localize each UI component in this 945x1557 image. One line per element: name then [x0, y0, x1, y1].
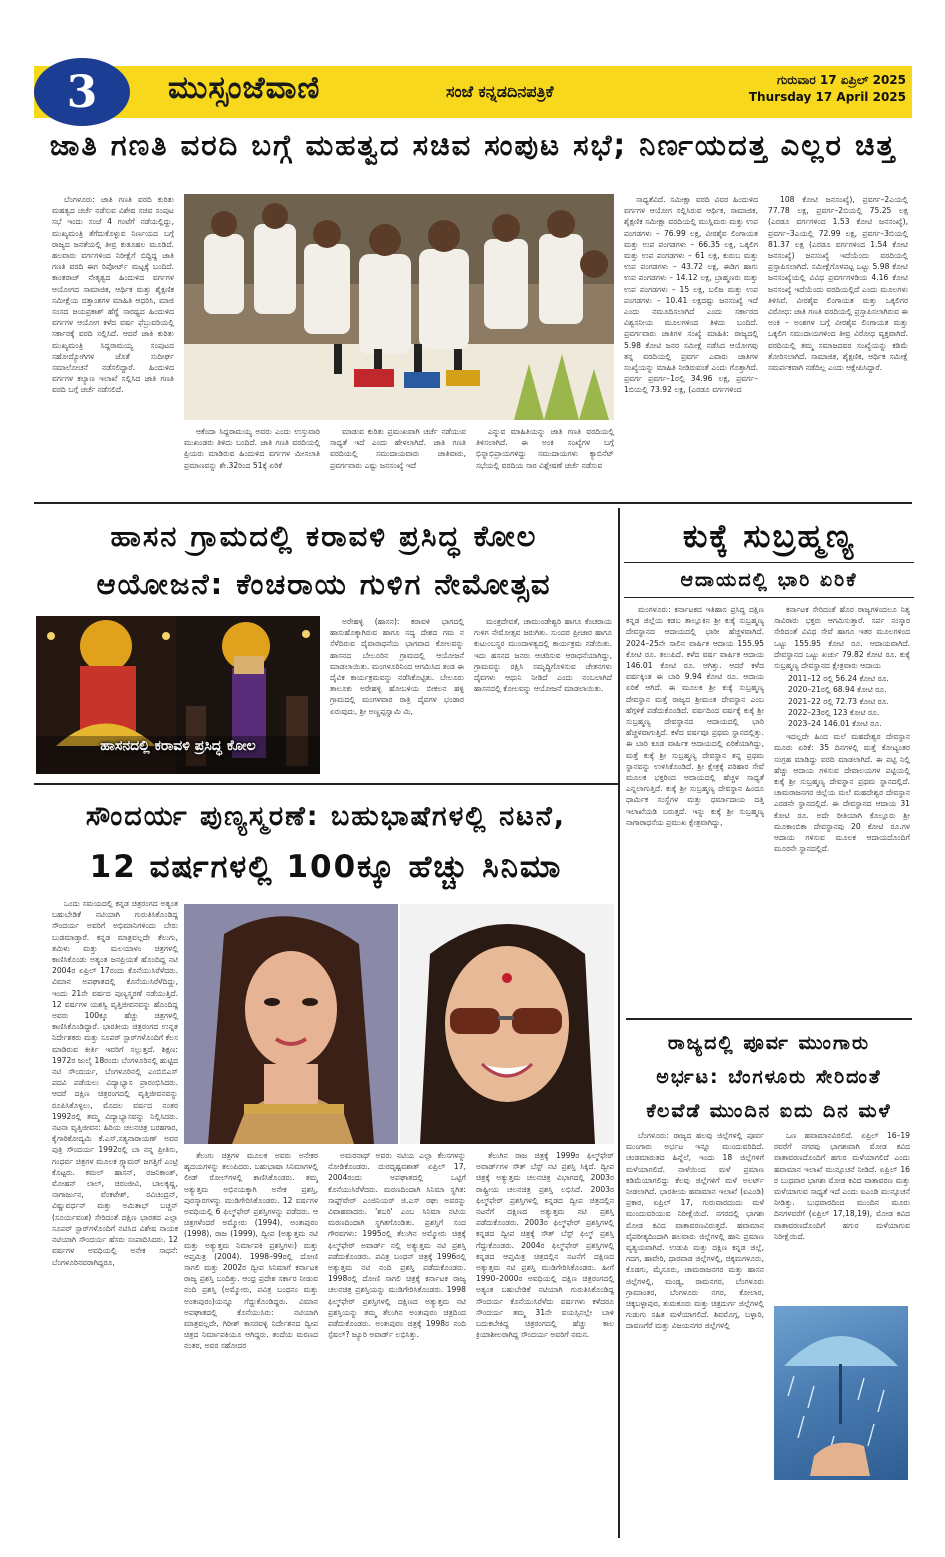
newspaper-logo [168, 70, 320, 107]
income-list-item: 2023–24 146.01 ಕೋಟಿ ರೂ. [788, 719, 882, 729]
story1-below2-text: ಮಾಡುವ ಕುರಿತು ಪ್ರಮುಖವಾಗಿ ಚರ್ಚೆ ನಡೆಯುವ ಸಾಧ್ಯತೆ ಇದೆ ಎಂದು ಹೇಳಲಾಗಿದೆ. ಜಾತಿ ಗಣತಿ ವರದಿಯಲ್ಲಿ ಸಮುದಾಯವಾರು ಜಾತಿವಾರು, ಪ್ರವರ್ಗವಾರು ಎಷ್ಟು ಜನಸಂಖ್ಯೆ ಇದೆ [330, 427, 466, 470]
soundarya-headline-line-1: ಸೌಂದರ್ಯ ಪುಣ್ಯಸ್ಮರಣೆ: ಬಹುಭಾಷೆಗಳಲ್ಲಿ ನಟನೆ, [85, 801, 567, 832]
story1-col1-text: ಬೆಂಗಳೂರು: ಜಾತಿ ಗಣತಿ ವರದಿ ಕುರಿತು ಮಹತ್ವದ ಚರ್ಚೆ ನಡೆಸುವ ವಿಶೇಷ ಸಚಿವ ಸಂಪುಟ ಸಭೆ ಇಂದು ಸಂಜೆ 4 ಗಂಟೆಗೆ ನಡೆಯಲ್ಲಿದ್ದು, ಮುಖ್ಯಮಂತ್ರಿ ತೆಗೆದುಕೊಳ್ಳುವ ನಿರ್ಣಯದ ಬಗ್ಗೆ ರಾಜ್ಯದ ಜನತೆಯಲ್ಲಿ ತೀವ್ರ ಕುತೂಹಲ ಮೂಡಿದೆ. ಹಲವಾರು ವರ್ಗಗಳಿಂದ ನಿರೀಕ್ಷೆಗೆ ಬಿದ್ದಿದ್ದ ಜಾತಿ ಗಣತಿ ವರದಿ ಈಗ ರಿಪೋರ್ಟ್ ಮಟ್ಟಕ್ಕೆ ಬಂದಿದೆ. ಕಾಂತರಾಜ್ ನೇತೃತ್ವದ ಹಿಂದುಳಿದ ವರ್ಗಗಳ ಆಯೋಗದ ಸಾಮಾಜಿಕ, ಆರ್ಥಿಕ ಮತ್ತು ಶೈಕ್ಷಣಿಕ ಸಮೀಕ್ಷೆಯ ದತ್ತಾಂಶಗಳ ಮಾಹಿತಿ ಆಧರಿಸಿ, ಮಾಜಿ ಸಂಸದ ಜಯಪ್ರಕಾಶ್ ಹೆಗ್ಡೆ ಸಾರಥ್ಯದ ಹಿಂದುಳಿದ ವರ್ಗಗಳ ಆಯೋಗ ಕಳೆದ ವರ್ಷ ಫೆಬ್ರುವರಿಯಲ್ಲಿ ಸರ್ಕಾರಕ್ಕೆ ವರದಿ ಸಲ್ಲಿಸಿದೆ. ಆದರೆ ಜಾತಿ ಕುರಿತು ಮುಖ್ಯಮಂತ್ರಿ ಸಿದ್ದರಾಮಯ್ಯ ಸಂಪುಟದ ಸಹೋದ್ಯೋಗಿಗಳ ಜೊತೆ ಸುದೀರ್ಘ ಸಮಾಲೋಚನೆ ನಡೆಸಲಿದ್ದಾರೆ. ಹಿಂದುಳಿದ ವರ್ಗಗಳ ಕಲ್ಯಾಣ ಇಲಾಖೆ ಸಲ್ಲಿಸಿದ ಜಾತಿ ಗಣತಿ ವರದಿ ಬಗ್ಗೆ ಚರ್ಚೆ ನಡೆಸಲಿದೆ. [52, 195, 174, 395]
soundarya-photo-2 [400, 904, 614, 1144]
story1-below-photo-col-3 [476, 426, 614, 498]
kola-headline [34, 512, 614, 608]
rain-photo [774, 1306, 908, 1480]
rain-column-1 [626, 1130, 764, 1540]
rain-col2-text: ಒಣ ಹವಾಮಾನವಿರಲಿದೆ. ಏಪ್ರಿಲ್ 16–19 ರವರೆಗೆ ನಗರವು ಭಾಗಶಃವಾಗಿ ಮೋಡ ಕವಿದ ವಾತಾವರಣದೊಂದಿಗೆ ಹಗುರ ಮಳೆಯಾಗಲಿದೆ ಎಂದು ಹವಾಮಾನ ಇಲಾಖೆ ಮುನ್ಸೂಚನೆ ನೀಡಿದೆ. ಏಪ್ರಿಲ್ 16 ರ ಬುಧವಾರ ಭಾಗಶಃ ಮೋಡ ಕವಿದ ವಾತಾವರಣ ಮತ್ತು ಮಳೆಯಾಗುವ ಸಾಧ್ಯತೆ ಇದೆ ಎಂದು ಐಎಂಡಿ ಮುನ್ಸೂಚನೆ ನೀಡಿತ್ತು. ಬುಧವಾರದಿಂದ ಮುಂದಿನ ಮೂರು ದಿನಗಳವರೆಗೆ (ಏಪ್ರಿಲ್ 17,18,19), ಮೋಡ ಕವಿದ ವಾತಾವರಣದೊಂದಿಗೆ ಹಗುರ ಮಳೆಯಾಗುವ ನಿರೀಕ್ಷೆಯಿದೆ. [774, 1131, 910, 1241]
column-divider [618, 508, 620, 1538]
page-number-badge: 3 [34, 58, 130, 126]
kola-col1-text: ಅರೇಹಳ್ಳಿ (ಹಾಸನ): ಕರಾವಳಿ ಭಾಗದಲ್ಲಿ ಹಾಸುಹೊಕ್ಕಾಗಿರುವ ಹಾಗೂ ಸದ್ಯ ದೇಶದ ಗಮ ನ ಸೆಳೆದಿರುವ ದೈವಾರಾಧನೆಯ ಭಾಗವಾದ ಕೋಲವನ್ನು ಹಾಸನದ ಬೇಲೂರಿನ ಗ್ರಾಮದಲ್ಲಿ ಆಯೋಜನೆ ಮಾಡಲಾಯಿತು. ಮಂಗಳೂರಿನಿಂದ ಆಗಮಿಸಿದ ತಂಡ ಈ ದೈವಿಕ ಕಾರ್ಯಕ್ರಮವನ್ನು ನಡೆಸಿಕೊಟ್ಟಿತು. ಬೇಲೂರು ತಾಲೂಕು ಅರೇಹಳ್ಳಿ ಹೋಬಳಿಯ ಬೀಕಲನ ಹಳ್ಳಿ ಗ್ರಾಮದಲ್ಲಿ ಮಂಗಳವಾರ ರಾತ್ರಿ ದೈವಗಳ ಭಂಡಾರ ಏರುವುದು, ಶ್ರೀ ಅಣ್ಣಪ್ಪಸ್ವಾಮಿ ಮಿ, [330, 617, 464, 716]
kukke-col2b-text: ಇದಲ್ಲದೇ ಹಿಂದ ಮಲೆ ಮಹದೇಶ್ವರ ದೇವಸ್ಥಾನ ಮೂರು ಏರಿಕೆ: 35 ದಿನಗಳಲ್ಲಿ ಮತ್ತೆ ಕೋಟ್ಯಂತರ ಸಂಗ್ರಹ ಮಾಡಿದ್ದು ವರದಿ ಮಾಡಲಾಗಿದೆ. ಈ ಪಟ್ಟಿ ನಿಲ್ಲಿ ಹೆಚ್ಚು ಆದಾಯ ಗಳಿಸುವ ದೇವಾಲಯಗಳ ಪಟ್ಟಿಯಲ್ಲಿ ಕುಕ್ಕೆ ಶ್ರೀ ಸುಬ್ರಹ್ಮಣ್ಯ ದೇವಸ್ಥಾನ ಪ್ರಥಮ ಸ್ಥಾನದಲ್ಲಿದೆ. ಚಾಮರಾಜನಗರ ಜಿಲ್ಲೆಯ ಮಲೆ ಮಹದೇಶ್ವರ ದೇವಸ್ಥಾನ ಎರಡನೇ ಸ್ಥಾನದಲ್ಲಿದೆ. ಈ ದೇವಸ್ಥಾನದ ಆದಾಯ 31 ಕೋಟಿ ರೂ. ಅದೇ ರೀತಿಯಾಗಿ ಕೊಲ್ಲೂರು ಶ್ರೀ ಮೂಕಾಂಬಿಕಾ ದೇವಸ್ಥಾನವು 20 ಕೋಟಿ ರೂ.ಗಳ ಆದಾಯ ಗಳಿಸುವ ಮೂಲಕ ಆದಾಯದೊಂದಿಗೆ ಮೂರನೇ ಸ್ಥಾನದಲ್ಲಿದೆ. [774, 732, 910, 854]
soundarya-headline [34, 792, 618, 892]
soundarya-column-1 [52, 898, 178, 1540]
cabinet-meeting-photo [184, 194, 614, 420]
story1-below3-text: ಎನ್ನುವ ಮಾಹಿತಿಯನ್ನು ಜಾತಿ ಗಣತಿ ವರದಿಯಲ್ಲಿ ತಿಳಿಸಲಾಗಿದೆ. ಈ ಅಂಕಿ ಸಂಖ್ಯೆಗಳ ಬಗ್ಗೆ ಭಿನ್ನಾಭಿಪ್ರಾಯಗಳಿದ್ದು ಸಮುದಾಯಗಳು ಕ್ಯಾಬಿನೆಟ್ ಸಭೆಯಲ್ಲಿ ವರದಿಯ ಸಾರ ವಿಶ್ಲೇಷಣೆ ಚರ್ಚೆ ನಡೆಸುವ [476, 427, 614, 470]
newspaper-tagline: ಸಂಜೆ ಕನ್ನಡದಿನಪತ್ರಿಕೆ [446, 82, 554, 101]
lead-headline: ಜಾತಿ ಗಣತಿ ವರದಿ ಬಗ್ಗೆ ಮಹತ್ವದ ಸಚಿವ ಸಂಪುಟ ಸಭೆ; ನಿರ್ಣಯದತ್ತ ಎಲ್ಲರ ಚಿತ್ತ [49, 128, 897, 162]
kukke-col2-text: ಕರ್ನಾಟಕ ಸೇರಿದಂತೆ ಹೊರ ರಾಜ್ಯಗಳಿಂದಲೂ ನಿತ್ಯ ಸಾವಿರಾರು ಭಕ್ತರು ಆಗಮಿಸುತ್ತಾರೆ. ಸರ್ಪ ಸಂಸ್ಕಾರ ಸೇರಿದಂತೆ ವಿವಿಧ ಸೇವೆ ಹಾಗೂ ಇತರ ಮೂಲಗಳಿಂದ ಒಟ್ಟು 155.95 ಕೋಟಿ ರೂ. ಆದಾಯವಾಗಿದೆ. ದೇವಸ್ಥಾನದ ಒಟ್ಟು ಖರ್ಚು 79.82 ಕೋಟಿ ರೂ. ಕುಕ್ಕೆ ಸುಬ್ರಹ್ಮಣ್ಯ ದೇವಸ್ಥಾನದ ಕ್ಷೇತ್ರವಾರು ಆದಾಯ [774, 605, 910, 671]
kola-headline-line-1: ಹಾಸನ ಗ್ರಾಮದಲ್ಲಿ ಕರಾವಳಿ ಪ್ರಸಿದ್ಧ ಕೋಲ [110, 519, 538, 553]
soundarya-col1-text: ಒಂದು ಸಮಯದಲ್ಲಿ ಕನ್ನಡ ಚಿತ್ರರಂಗದ ಅತ್ಯಂತ ಬಹುಬೇಡಿಕೆ ನಟಿಯಾಗಿ ಗುರುತಿಸಿಕೊಂಡಿದ್ದ ಸೌಂದರ್ಯ ಅವರಿಗೆ ಅಭಿಮಾನಿಗಳಿಂದು ಬೇರು ಬುಡಮಾಡ್ತಾರೆ. ಕನ್ನಡ ಮಾತ್ರವಲ್ಲದೇ ತೆಲುಗು, ತಮಿಳು ಮತ್ತು ಮಲಯಾಳಂ ಚಿತ್ರಗಳಲ್ಲಿ ಕಾಣಿಸಿಕೊಂಡು ಅತ್ಯಂತ ಜನಪ್ರಿಯತೆ ಹೊಂದಿದ್ದ ನಟಿ 2004ರ ಏಪ್ರಿಲ್ 17ರಂದು ಕೊನೆಯುಸಿರೆಳೆದರು. ವಿಮಾನ ಅಪಘಾತದಲ್ಲಿ ಕೊನೆಯುಸಿರೆಳೆದಿದ್ದು, ಇಂದು 21ನೇ ವರ್ಷದ ಪುಣ್ಯಸ್ಮರಣೆ ನಡೆಯುತ್ತಿದೆ. 12 ವರ್ಷಗಳ ಯಶಸ್ವಿ ವೃತ್ತಿಜೀವನವನ್ನು ಹೊಂದಿದ್ದ ಅವರು 100ಕ್ಕೂ ಹೆಚ್ಚು ಚಿತ್ರಗಳಲ್ಲಿ ಕಾಣಿಸಿಕೊಂಡಿದ್ದಾರೆ. ಭಾರತೀಯ ಚಿತ್ರರಂಗದ ಉನ್ನತ ನಿರ್ದೇಶಕರು ಮತ್ತು ಸೂಪರ್ ಸ್ಟಾರ್‌ಗಳೊಂದಿಗೆ ಕೆಲಸ ಮಾಡಿರುವ ಕೀರ್ತಿ ಇವರಿಗೆ ಸಲ್ಲುತ್ತದೆ. ಶಿಕ್ಷಣ: 1972ರ ಜುಲೈ 18ರಂದು ಬೆಂಗಳೂರಿನಲ್ಲಿ ಹುಟ್ಟಿದ ನಟಿ ಸೌಂದರ್ಯ, ಬೆಂಗಳೂರಿನಲ್ಲಿ ಎಂಬಿಬಿಎಸ್ ಪದವಿ ಪಡೆಯಲು ವಿದ್ಯಾಭ್ಯಾಸ ಪ್ರಾರಂಭಿಸಿದರು. ಆದರೆ ದಕ್ಷಿಣ ಚಿತ್ರರಂಗದಲ್ಲಿ ವೃತ್ತಿಜೀವನವನ್ನು ರೂಪಿಸಿಕೊಳ್ಳಲು, ಮೊದಲ ವರ್ಷದ ನಂತರ 1992ರಲ್ಲಿ ತಮ್ಮ ವಿದ್ಯಾಭ್ಯಾಸವನ್ನು ನಿಲ್ಲಿಸಿದರು. ನಟನಾ ವೃತ್ತಿಜೀವನ: ಹಿರಿಯ ಚಲನಚಿತ್ರ ಬರಹಗಾರ, ಕೈಗಾರಿಕೋದ್ಯಮಿ ಕೆ.ಎಸ್.ಸತ್ಯನಾರಾಯಣ್ ಅವರ ಪುತ್ರಿ ಸೌಂದರ್ಯ 1992ರಲ್ಲಿ ಬಾ ನನ್ನ ಪ್ರೀತಿಸು, ಗಂಧರ್ವ ಚಿತ್ರಗಳ ಮೂಲಕ ಗ್ಲ್ಯಾಮರ್ ಜಗತ್ತಿಗೆ ಎಂಟ್ರಿ ಕೊಟ್ಟರು. ಕಮಲ್ ಹಾಸನ್, ರಜನಿಕಾಂತ್, ಮೋಹನ್ ಲಾಲ್, ಚಿರಂಜೀವಿ, ಬಾಲಕೃಷ್ಣ, ನಾಗಾರ್ಜುನ, ವೆಂಕಟೇಶ್, ರವಿಚಂದ್ರನ್, ವಿಷ್ಣುವರ್ಧನ್ ಮತ್ತು ಅಮಿತಾಭ್ ಬಚ್ಚನ್ (ಸೂರ್ಯವಂಶ) ಸೇರಿದಂತೆ ದಕ್ಷಿಣ ಭಾರತದ ಎಲ್ಲಾ ಸೂಪರ್ ಸ್ಟಾರ್‌ಗಳೊಂದಿಗೆ ನಟಿಸಿದ ವಿಶೇಷ ನಾಯಕ ನಟಿಯಾಗಿ ಸೌಂದರ್ಯ ಹೆಸರು ಸಂಪಾದಿಸಿದರು. 12 ವರ್ಷಗಳ ಅವಧಿಯಲ್ಲಿ ಅನೇಕ ಸಾಧನೆ: ಬೆಂಗಳೂರಿನವರಾಗಿದ್ದರೂ, [52, 899, 178, 1267]
story1-col4-text: 108 ಕೋಟಿ ಜನಸಂಖ್ಯೆ), ಪ್ರವರ್ಗ–2ಎಯಲ್ಲಿ 77.78 ಲಕ್ಷ, ಪ್ರವರ್ಗ–2ಬಿಯಲ್ಲಿ 75.25 ಲಕ್ಷ (ಎರಡೂ ವರ್ಗಗಳಿಂದ 1.53 ಕೋಟಿ ಜನಸಂಖ್ಯೆ), ಪ್ರವರ್ಗ–3ಎಯಲ್ಲಿ 72.99 ಲಕ್ಷ, ಪ್ರವರ್ಗ–3ಬಿಯಲ್ಲಿ 81.37 ಲಕ್ಷ (ಎರಡೂ ವರ್ಗಗಳಿಂದ 1.54 ಕೋಟಿ ಜನಸಂಖ್ಯೆ) ಜನಸಂಖ್ಯೆ ಇದೆಯೆಂದು ವರದಿಯಲ್ಲಿ ಪ್ರಸ್ತಾಪಿಸಲಾಗಿದೆ. ಸಮೀಕ್ಷೆಗೊಳಪಟ್ಟ ಒಟ್ಟು 5.98 ಕೋಟಿ ಜನಸಂಖ್ಯೆಯಲ್ಲಿ ವಿವಿಧ ಪ್ರವರ್ಗಗಳಡಿಯ 4.16 ಕೋಟಿ ಜನಸಂಖ್ಯೆ ಇದೆಯೆಂದು ವರದಿಯಲ್ಲಿದೆ ಎಂದು ಮೂಲಗಳು ತಿಳಿಸಿವೆ. ವೀರಶೈವ ಲಿಂಗಾಯತ ಮತ್ತು ಒಕ್ಕಲಿಗರ ವಿರೋಧ: ಜಾತಿ ಗಣತಿ ವರದಿಯಲ್ಲಿ ಪ್ರಸ್ತಾಪಿಸಲಾಗಿರುವ ಈ ಅಂಕಿ – ಅಂಶಗಳ ಬಗ್ಗೆ ವೀರಶೈವ ಲಿಂಗಾಯತ ಮತ್ತು ಒಕ್ಕಲಿಗ ಸಮುದಾಯಗಳಿಂದ ತೀವ್ರ ವಿರೋಧ ವ್ಯಕ್ತವಾಗಿದೆ. ವರದಿಯಲ್ಲಿ ತಮ್ಮ ಸಮಾಜದವರ ಸಂಖ್ಯೆಯನ್ನು ಕಡಿಮೆ ತೋರಿಸಲಾಗಿದೆ. ಸಾಮಾಜಿಕ, ಶೈಕ್ಷಣಿಕ, ಆರ್ಥಿಕ ಸಮೀಕ್ಷೆ ಸಮರ್ಪಕವಾಗಿ ನಡೆದಿಲ್ಲ ಎಂದು ಆಕ್ಷೇಪಿಸಿದ್ದಾರೆ. [768, 195, 908, 373]
kola-headline-line-2: ಆಯೋಜನೆ: ಕೆಂಚರಾಯ ಗುಳಿಗ ನೇಮೋತ್ಸವ [96, 567, 552, 601]
rain-headline-line-3: ಕೆಲವೆಡೆ ಮುಂದಿನ ಐದು ದಿನ ಮಳೆ [646, 1100, 892, 1122]
kukke-column-1 [626, 604, 764, 1014]
rain-headline [624, 1026, 914, 1128]
kola-festival-photo [36, 616, 320, 774]
logo-text: ಮುಸ್ಸಂಜೆವಾಣಿ [168, 70, 321, 106]
story1-col3-text: ಸಾಧ್ಯತೆವಿದೆ. ಸಮೀಕ್ಷಾ ವರದಿ ವಿವರ ಹಿಂದುಳಿದ ವರ್ಗಗಳ ಆಯೋಗ ಸಲ್ಲಿಸಿರುವ ಆರ್ಥಿಕ, ಸಾಮಾಜಿಕ, ಶೈಕ್ಷಣಿಕ ಸಮೀಕ್ಷಾ ವರದಿಯಲ್ಲಿ ಮುಸ್ಲಿಮರು ಮತ್ತು ಉಪ ಪಂಗಡಗಳು – 76.99 ಲಕ್ಷ, ವೀರಶೈವ ಲಿಂಗಾಯತ ಮತ್ತು ಉಪ ಪಂಗಡಗಳು – 66.35 ಲಕ್ಷ, ಒಕ್ಕಲಿಗ ಮತ್ತು ಉಪ ಪಂಗಡಗಳು – 61 ಲಕ್ಷ, ಕುರುಬ ಮತ್ತು ಉಪ ಪಂಗಡಗಳು – 43.72 ಲಕ್ಷ, ಈಡಿಗ ಹಾಗು ಉಪ ಪಂಗಡಗಳು – 14.12 ಲಕ್ಷ, ಬ್ರಾಹ್ಮಣರು ಮತ್ತು ಉಪ ಪಂಗಡಗಳು – 15 ಲಕ್ಷ, ಬಲಿಜ ಮತ್ತು ಉಪ ಪಂಗಡಗಳು – 10.41 ಲಕ್ಷದಷ್ಟು ಜನಸಂಖ್ಯೆ ಇದೆ ಎಂದು ನಮೂದಿಸಲಾಗಿದೆ ಎಂದು ಸರ್ಕಾರದ ವಿಶ್ವಸನೀಯ ಮೂಲಗಳಿಂದ ತಿಳಿದು ಬಂದಿದೆ. ಪ್ರವರ್ಗವಾರು ಜಾತಿಗಳ ಸಂಖ್ಯೆ ಮಾಹಿತಿ: ರಾಜ್ಯದಲ್ಲಿ 5.98 ಕೋಟಿ ಜನರ ಸಮೀಕ್ಷೆ ನಡೆಸಿದ ಆಯೋಗವು ತನ್ನ ವರದಿಯಲ್ಲಿ ಪ್ರವರ್ಗ ಎವಾರು ಜಾತಿಗಳ ಸಂಖ್ಯೆಯನ್ನು ಮಾಹಿತಿ ನೀಡಿರುವಂತೆ ಎಂದು ಗೊತ್ತಾಗಿದೆ. ಪ್ರವರ್ಗ ಪ್ರವರ್ಗ–1ರಲ್ಲಿ 34.96 ಲಕ್ಷ, ಪ್ರವರ್ಗ–1ಬಿಯಲ್ಲಿ 73.92 ಲಕ್ಷ, (ಎರಡೂ ವರ್ಗಗಳಿಂದ [624, 195, 758, 395]
soundarya-photo-1 [184, 904, 398, 1144]
soundarya-column-2 [184, 1150, 318, 1540]
rain-col1-text: ಬೆಂಗಳೂರು: ರಾಜ್ಯದ ಹಲವು ಜಿಲ್ಲೆಗಳಲ್ಲಿ ಪೂರ್ವ ಮುಂಗಾರು ಅರ್ಭಟ ಇನ್ನೂ ಮುಂದುವರಿದಿದೆ. ಚಂಡಮಾರುತದ ಹಿನ್ನೆಲೆ, ಇಂದು 18 ಜಿಲ್ಲೆಗಳಿಗೆ ಮಳೆಯಾಗಲಿದೆ. ನಾಳೆಯಿಂದ ಮಳೆ ಪ್ರಮಾಣ ಕಡಿಮೆಯಾಗಲಿದ್ದು ಕೆಲವು ಜಿಲ್ಲೆಗಳಿಗೆ ಮಳೆ ಅಲರ್ಟ್ ನೀಡಲಾಗಿದೆ. ಭಾರತೀಯ ಹವಾಮಾನ ಇಲಾಖೆ (ಐಎಂಡಿ) ಪ್ರಕಾರ, ಏಪ್ರಿಲ್ 17, ಗುರುವಾರದಂದು ಮಳೆ ಮುಂದುವರಿಯುವ ನಿರೀಕ್ಷೆಯಿದೆ. ನಗರದಲ್ಲಿ ಭಾಗಶಃ ಮೋಡ ಕವಿದ ವಾತಾವರಣವಿರುತ್ತದೆ. ಹವಾಮಾನ ವೈಪರೀತ್ಯದಿಂದಾಗಿ ಹಲವಾರು ಜಿಲ್ಲೆಗಳಲ್ಲಿ ಹಾನಿ ಪ್ರಮಾಣ ವ್ಯತ್ಯಯವಾಗಿದೆ. ಉಡುಪಿ ಮತ್ತು ದಕ್ಷಿಣ ಕನ್ನಡ ಜಿಲ್ಲೆ, ಗದಗ, ಹಾವೇರಿ, ಧಾರವಾಡ ಜಿಲ್ಲೆಗಳಲ್ಲಿ, ಚಿಕ್ಕಮಗಳೂರು, ಕೊಡಗು, ಮೈಸೂರು, ಚಾಮರಾಜನಗರ ಮತ್ತು ಹಾಸನ ಜಿಲ್ಲೆಗಳಲ್ಲಿ, ಮಂಡ್ಯ, ರಾಮನಗರ, ಬೆಂಗಳೂರು ಗ್ರಾಮಾಂತರ, ಬೆಂಗಳೂರು ನಗರ, ಕೋಲಾರ, ಚಿಕ್ಕಬಳ್ಳಾಪುರ, ತುಮಕೂರು ಮತ್ತು ಚಿತ್ರದುರ್ಗ ಜಿಲ್ಲೆಗಳಲ್ಲಿ ಗುಡುಗು ಸಹಿತ ಮಳೆಯಾಗಲಿದೆ. ಶಿವಮೊಗ್ಗ, ಬಳ್ಳಾರಿ, ದಾವಣಗೆರೆ ಮತ್ತು ವಿಜಯನಗರ ಜಿಲ್ಲೆಗಳಲ್ಲಿ [626, 1131, 764, 1331]
section-divider-3 [626, 1018, 912, 1020]
income-list-item: 2021–22 ರಲ್ಲಿ 72.73 ಕೋಟಿ ರೂ. [788, 696, 889, 706]
soundarya-col3-text: ಅಮರನಾಥ್ ಅವರು ನಟಿಯ ಎಲ್ಲಾ ಕೆಲಸಗಳನ್ನು ನೋಡಿಕೊಂಡರು. ದುರದೃಷ್ಟವಶಾತ್ ಏಪ್ರಿಲ್ 17, 2004ರಂದು ಅಪಘಾತದಲ್ಲಿ ಒಟ್ಟಿಗೆ ಕೊನೆಯುಸಿರೆಳೆದರು. ಮರಣದಿಂದಾಗಿ ಸಿನಿಮಾ ಸ್ಥಗಿತ: ಸಾಫ್ಟ್‌ವೇರ್ ಎಂಜಿನಿಯರ್ ಜಿ.ಎಸ್ ರಘು ಅವರನ್ನು ವಿವಾಹವಾದರು. 'ಶಬರಿ' ಎಂಬ ಸಿನಿಮಾ ನಟಿಯ ಮರಣದಿಂದಾಗಿ ಸ್ಥಗಿತಗೊಂಡಿತು. ಪ್ರಶಸ್ತಿಗೆ ಸಂದ ಗೌರವಗಳು: 1995ರಲ್ಲಿ ತೆಲುಗಿನ ಅಮ್ಮೋರು ಚಿತ್ರಕ್ಕೆ ಫಿಲ್ಮ್‌ಫೇರ್ ಅವಾರ್ಡ್ ನಲ್ಲಿ ಅತ್ಯುತ್ತಮ ನಟಿ ಪ್ರಶಸ್ತಿ ಪಡೆದುಕೊಂಡರು. ಪವಿತ್ರ ಬಂಧನ್ ಚಿತ್ರಕ್ಕೆ 1996ರಲ್ಲಿ ಅತ್ಯುತ್ತಮ ನಟಿ ನಂದಿ ಪ್ರಶಸ್ತಿ ಪಡೆದುಕೊಂಡರು. 1998ರಲ್ಲಿ ದೋಣಿ ಸಾಗಲಿ ಚಿತ್ರಕ್ಕೆ ಕರ್ನಾಟಕ ರಾಜ್ಯ ಚಲನಚಿತ್ರ ಪ್ರಶಸ್ತಿಯನ್ನು ಮುಡಿಗೇರಿಸಿಕೊಂಡರು. 1998 ಫಿಲ್ಮ್‌ಫೇರ್ ಪ್ರಶಸ್ತಿಗಳಲ್ಲಿ ದಕ್ಷಿಣದ ಅತ್ಯುತ್ತಮ ನಟಿ ಪ್ರಶಸ್ತಿಯನ್ನು ತಮ್ಮ ತೆಲುಗಿನ ಅಂತಃಪುರಂ ಚಿತ್ರದಿಂದ ಪಡೆದುಕೊಂಡರು. ಅಂತಃಪುರಂ ಚಿತ್ರಕ್ಕೆ 1998ರ ನಂದಿ ಸ್ಪೆಷಲ್? ಜ್ಯೂರಿ ಅವಾರ್ಡ್ ಲಭಿಸಿತ್ತು. [328, 1151, 466, 1340]
kukke-headline: ಕುಕ್ಕೆ ಸುಬ್ರಹ್ಮಣ್ಯ [682, 517, 856, 555]
rain-headline-line-1: ರಾಜ್ಯದಲ್ಲಿ ಪೂರ್ವ ಮುಂಗಾರು [667, 1032, 871, 1054]
story1-column-4 [768, 194, 908, 498]
soundarya-column-3 [328, 1150, 466, 1540]
section-divider [34, 502, 912, 504]
story1-below1-text: ಆಕೆಂದಾ ಸಿದ್ದರಾಮಯ್ಯ ಅವರು ಎಂದು ಉಸ್ತುವಾರಿ ಮುಖಂಡರು ತಿಳಿದು ಬಂದಿದೆ. ಜಾತಿ ಗಣತಿ ವರದಿಯಲ್ಲಿ ಪ್ರಿಯರು ಮಾಡಿರುವ ಹಿಂದುಳಿದ ವರ್ಗಗಳ ಮೀಸಲಾತಿ ಪ್ರಮಾಣವನ್ನು ಶೇ.32ರಿಂದ 51ಕ್ಕೆ ಏರಿಕೆ [184, 427, 320, 470]
soundarya-column-4 [476, 1150, 614, 1540]
date-kannada: ಗುರುವಾರ 17 ಏಪ್ರಿಲ್ 2025 [776, 73, 906, 87]
income-list-item: 2020–21ರಲ್ಲಿ 68.94 ಕೋಟಿ ರೂ. [788, 685, 887, 695]
soundarya-headline-line-2: 12 ವರ್ಷಗಳಲ್ಲಿ 100ಕ್ಕೂ ಹೆಚ್ಚು ಸಿನಿಮಾ [89, 849, 563, 885]
rain-headline-line-2: ಅರ್ಭಟ: ಬೆಂಗಳೂರು ಸೇರಿದಂತೆ [656, 1066, 882, 1088]
story1-below-photo-col-1 [184, 426, 320, 498]
kukke-column-2 [774, 604, 910, 1014]
story1-below-photo-col-2 [330, 426, 466, 498]
kukke-income-list [774, 673, 910, 729]
kola-photo-caption: ಹಾಸನದಲ್ಲಿ ಕರಾವಳಿ ಪ್ರಸಿದ್ಧ ಕೋಲ [100, 738, 256, 754]
income-list-item: 2022–23ರಲ್ಲಿ 123 ಕೋಟಿ ರೂ. [788, 707, 880, 717]
income-list-item: 2011–12 ರಲ್ಲಿ 56.24 ಕೋಟಿ ರೂ. [788, 674, 889, 684]
soundarya-col2-text: ತೆಲುಗು ಚಿತ್ರಗಳ ಮೂಲಕ ಅವರು ಅನೇಕರ ಹೃದಯಗಳನ್ನು ತಲುಪಿದರು. ಬಹುಭಾಷಾ ಸಿನಿಮಾಗಳಲ್ಲಿ ಲೀಡ್ ರೋಲ್‌ಗಳಲ್ಲಿ ಕಾಣಿಸಿಕೊಂಡರು. ತಮ್ಮ ಅತ್ಯುತ್ತಮ ಅಭಿನಯಕ್ಕಾಗಿ ಅನೇಕ ಪ್ರಶಸ್ತಿ, ಪುರಸ್ಕಾರಗಳನ್ನು ಮುಡಿಗೇರಿಸಿಕೊಂಡರು. 12 ವರ್ಷಗಳ ಅವಧಿಯಲ್ಲಿ 6 ಫಿಲ್ಮ್‌ಫೇರ್ ಪ್ರಶಸ್ತಿಗಳನ್ನು ಪಡೆದರು. ಆ ಚಿತ್ರಗಳೆಂದರೆ ಅಮ್ಮೋರು (1994), ಅಂತಃಪುರಂ (1998), ರಾಜ (1999), ದ್ವೀಪ (ಅತ್ಯುತ್ತಮ ನಟಿ ಮತ್ತು ಅತ್ಯುತ್ತಮ ನಿರ್ಮಾಪಕಿ ಪ್ರಶಸ್ತಿಗಳು) ಮತ್ತು ಆಪ್ತಮಿತ್ರ (2004). 1998–99ರಲ್ಲಿ ದೋಣಿ ಸಾಗಲಿ ಮತ್ತು 2002ರ ದ್ವೀಪ ಸಿನಿಮಾಗೆ ಕರ್ನಾಟಕ ರಾಜ್ಯ ಪ್ರಶಸ್ತಿ ಬಂದಿತ್ತು. ಆಂಧ್ರ ಪ್ರದೇಶ ಸರ್ಕಾರ ನೀಡುವ ನಂದಿ ಪ್ರಶಸ್ತಿ (ಅಮ್ಮೋರು, ಪವಿತ್ರ ಬಂಧನಂ ಮತ್ತು ಅಂತಃಪುರಂ)ಯನ್ನೂ ಗೆದ್ದುಕೊಂಡಿದ್ದರು. ವಿಮಾನ ಅಪಘಾತದಲ್ಲಿ ಕೊನೆಯುಸಿರು: ನಟಿಯಾಗಿ ಮಾತ್ರವಲ್ಲದೇ, ಗಿರೀಶ್ ಕಾಸರವಳ್ಳಿ ನಿರ್ದೇಶನದ ದ್ವೀಪ ಚಿತ್ರದ ನಿರ್ಮಾಪಕಿಯೂ ಆಗಿದ್ದರು. ತಂದೆಯ ಮರಣದ ನಂತರ, ಅವರ ಸಹೋದರ [184, 1151, 318, 1351]
rain-column-2 [774, 1130, 910, 1300]
date-english: Thursday 17 April 2025 [748, 90, 906, 104]
soundarya-col4-text: ತೆಲುಗಿನ ರಾಜ ಚಿತ್ರಕ್ಕೆ 1999ರ ಫಿಲ್ಮ್‌ಫೇರ್ ಅವಾರ್ಡ್‌ಗಳ ಸೌತ್ ಬೆಸ್ಟ್ ನಟಿ ಪ್ರಶಸ್ತಿ ಸಿಕ್ಕಿದೆ. ದ್ವೀಪ ಚಿತ್ರಕ್ಕೆ ಅತ್ಯುತ್ತಮ ಚಲನಚಿತ್ರ ವಿಭಾಗದಲ್ಲಿ 2003ರ ರಾಷ್ಟ್ರೀಯ ಚಲನಚಿತ್ರ ಪ್ರಶಸ್ತಿ ಲಭಿಸಿದೆ. 2003ರ ಫಿಲ್ಮ್‌ಫೇರ್ ಪ್ರಶಸ್ತಿಗಳಲ್ಲಿ ಕನ್ನಡದ ದ್ವೀಪ ಚಿತ್ರದಲ್ಲಿನ ನಟನೆಗೆ ದಕ್ಷಿಣದ ಅತ್ಯುತ್ತಮ ನಟಿ ಪ್ರಶಸ್ತಿ ಪಡೆದುಕೊಂಡರು. 2003ರ ಫಿಲ್ಮ್‌ಫೇರ್ ಪ್ರಶಸ್ತಿಗಳಲ್ಲಿ ಕನ್ನಡದ ದ್ವೀಪ ಚಿತ್ರಕ್ಕೆ ಸೌತ್ ಬೆಸ್ಟ್ ಫಿಲ್ಮ್ ಪ್ರಶಸ್ತಿ ಗೆದ್ದುಕೊಂಡರು. 2004ರ ಫಿಲ್ಮ್‌ಫೇರ್ ಪ್ರಶಸ್ತಿಗಳಲ್ಲಿ ಕನ್ನಡದ ಆಪ್ತಮಿತ್ರ ಚಿತ್ರದಲ್ಲಿನ ನಟನೆಗೆ ದಕ್ಷಿಣದ ಅತ್ಯುತ್ತಮ ನಟಿ ಪ್ರಶಸ್ತಿ ಮುಡಿಗೇರಿಸಿಕೊಂಡರು. ಹೀಗೆ 1990–2000ರ ಅವಧಿಯಲ್ಲಿ ದಕ್ಷಿಣ ಚಿತ್ರರಂಗದಲ್ಲಿ ಅತ್ಯಂತ ಬಹುಬೇಡಿಕೆ ನಟಿಯಾಗಿ ಗುರುತಿಸಿಕೊಂಡಿದ್ದ ಸೌಂದರ್ಯ ಕೊನೆಯುಸಿರೆಳೆದು ವರ್ಷಗಳು ಕಳೆದರೂ ಸೌಂದರ್ಯ ತಮ್ಮ 31ನೇ ವಯಸ್ಸಿನಲ್ಲೇ ಬಾಳಿ ಬದುಕಬೇಕಿದ್ದ ಚಿತ್ರರಂಗದಲ್ಲಿ ಹೆಚ್ಚು ಕಾಲ ಕ್ರಿಯಾಶೀಲರಾಗಿದ್ದ ಸೌಂದರ್ಯ ಅವರಿಗೆ ನಮನ. [476, 1151, 614, 1340]
kola-column-2 [474, 616, 612, 776]
kukke-col1-text: ಮಂಗಳೂರು: ಕರ್ನಾಟಕದ ಇತಿಹಾಸ ಪ್ರಸಿದ್ಧ ದಕ್ಷಿಣ ಕನ್ನಡ ಜಿಲ್ಲೆಯ ಕಡಬ ತಾಲ್ಲೂಕಿನ ಶ್ರೀ ಕುಕ್ಕೆ ಸುಬ್ರಹ್ಮಣ್ಯ ದೇವಸ್ಥಾನದ ಆದಾಯದಲ್ಲಿ ಭಾರೀ ಹೆಚ್ಚಳವಾಗಿದೆ. 2024–25ನೇ ಸಾಲಿನ ವಾರ್ಷಿಕ ಆದಾಯ 155.95 ಕೋಟಿ ರೂ. ತಲುಪಿದೆ. ಕಳೆದ ವರ್ಷ ವಾರ್ಷಿಕ ಆದಾಯ 146.01 ಕೋಟಿ ರೂ. ಆಗಿತ್ತು. ಆದರೆ ಕಳೆದ ವರ್ಷಕ್ಕಿಂತ ಈ ಬಾರಿ 9.94 ಕೋಟಿ ರೂ. ಆದಾಯ ಏರಿಕೆ ಆಗಿದೆ. ಈ ಮೂಲಕ ಶ್ರೀ ಕುಕ್ಕೆ ಸುಬ್ರಹ್ಮಣ್ಯ ದೇವಸ್ಥಾನ ಮತ್ತೆ ರಾಜ್ಯದ ಶ್ರೀಮಂತ ದೇವಸ್ಥಾನ ಎಂಬ ಹೆಗ್ಗಳಿಕೆ ಪಡೆದುಕೊಂಡಿದೆ. ವರ್ಷದಿಂದ ವರ್ಷಕ್ಕೆ ಕುಕ್ಕೆ ಶ್ರೀ ಸುಬ್ರಹ್ಮಣ್ಯ ದೇವಸ್ಥಾನದ ಆದಾಯದಲ್ಲಿ ಭಾರಿ ಹೆಚ್ಚಳವಾಗುತ್ತಿದೆ. ಕಳೆದ ವರ್ಷವೂ ಪ್ರಥಮ ಸ್ಥಾನದಲ್ಲಿತ್ತು. ಈ ಬಾರಿ ಕೂಡ ವಾರ್ಷಿಕ ಆದಾಯದಲ್ಲಿ ಏರಿಕೆಯಾಗಿದ್ದು, ಮತ್ತೆ ಕುಕ್ಕೆ ಶ್ರೀ ಸುಬ್ರಹ್ಮಣ್ಯ ದೇವಸ್ಥಾನ ತನ್ನ ಪ್ರಥಮ ಸ್ಥಾನವನ್ನು ಉಳಿಸಿಕೊಂಡಿದೆ. ಶ್ರೀ ಕ್ಷೇತ್ರಕ್ಕೆ ಪರಿಹಾರ ಸೇವೆ ಮೂಲಕ ಭಕ್ತರಿಂದ ಆದಾಯದಲ್ಲಿ ಹೆಚ್ಚಳ ಸಾಧ್ಯತೆ ಎನ್ನಲಾಗುತ್ತಿದೆ. ಕುಕ್ಕೆ ಶ್ರೀ ಸುಬ್ರಹ್ಮಣ್ಯ ದೇವಸ್ಥಾನ ಹಿಂದೂ ಧಾರ್ಮಿಕ ಸಂಸ್ಥೆಗಳ ಮತ್ತು ಧರ್ಮಾದಾಯ ದತ್ತಿ ಇಲಾಖೆಯಡಿ ಬರುತ್ತದೆ. ಇನ್ನು ಕುಕ್ಕೆ ಶ್ರೀ ಸುಬ್ರಹ್ಮಣ್ಯ ನಾಗಾರಾಧನೆಯ ಪ್ರಮುಖ ಕ್ಷೇತ್ರವಾಗಿದ್ದು, [626, 605, 764, 827]
masthead-banner [34, 66, 912, 118]
kola-column-1 [330, 616, 464, 776]
kola-col2-text: ಮಂತ್ರದೇವತೆ, ಚಾಮುಂಡೇಶ್ವರಿ ಹಾಗೂ ಕೆಂಚರಾಯ ಗುಳಿಗ ನೇಮೋತ್ಸವ ಜರುಗಿತು. ಸುಂದರ ಪ್ರೀಜಾರ ಹಾಗೂ ಕುಟುಂಬಸ್ಥರ ಮುಂದಾಳತ್ವದಲ್ಲಿ ಕಾರ್ಯಕ್ರಮ ನಡೆಯಿತು. ಇದು ಹಸನದ ಜನರು ಆಚರಿಸುವ ಆರಾಧನೆಯಾಗಿದ್ದು, ಗ್ರಾಮವನ್ನು ರಕ್ಷಿಸಿ ಸಮೃದ್ಧಿಗೊಳಿಸುವ ಚೇತನಗಳು ದೈವಗಳು ಆಧುನಿ ನೀಡಿದೆ ಎಂದು ನಂಬಲಾಗಿದೆ ಹಾಸನದಲ್ಲಿ ಕೋಲವನ್ನು ಆಯೋಜನೆ ಮಾಡಲಾಯಿತು. [474, 617, 612, 694]
kukke-subheadline: ಆದಾಯದಲ್ಲಿ ಭಾರಿ ಏರಿಕೆ [624, 562, 914, 598]
section-divider-2 [34, 783, 618, 785]
story1-column-1 [52, 194, 174, 498]
dateline [749, 72, 906, 106]
story1-column-3 [624, 194, 758, 498]
